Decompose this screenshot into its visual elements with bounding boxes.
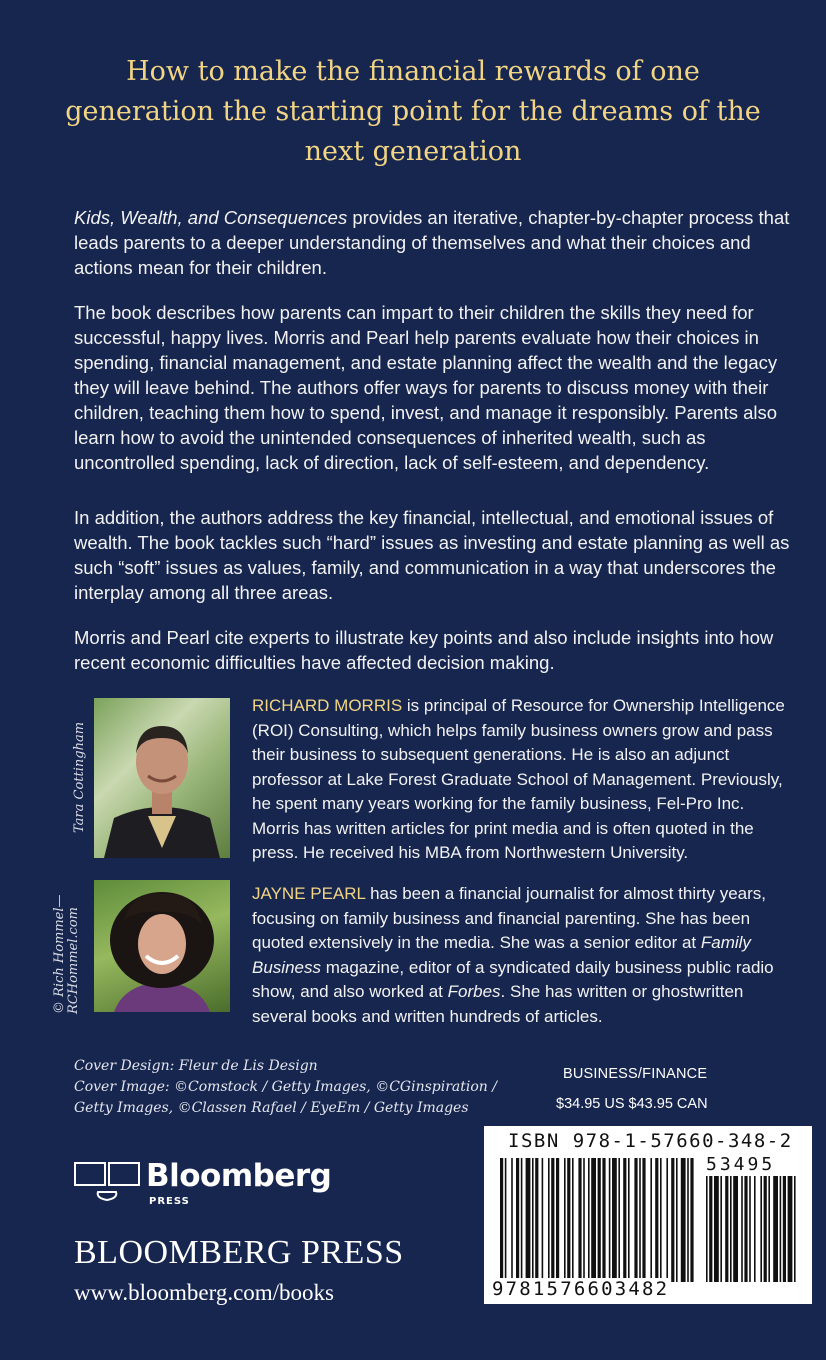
barcode-bars bbox=[500, 1158, 800, 1282]
barcode-bar bbox=[650, 1158, 652, 1282]
barcode-bar bbox=[730, 1176, 732, 1282]
barcode-bar bbox=[609, 1158, 611, 1282]
description-paragraph-1 bbox=[74, 205, 790, 280]
paragraph-1-text: provides an iterative, chapter-by-chapter process that leads parents to a deeper understanding of themselves and what their choices and actions mean for their children. bbox=[74, 207, 790, 278]
barcode-bar bbox=[578, 1158, 581, 1282]
author-photo-pearl bbox=[94, 880, 230, 1012]
isbn-barcode bbox=[484, 1126, 812, 1304]
barcode-bar bbox=[564, 1158, 566, 1282]
barcode-bar bbox=[588, 1158, 590, 1282]
barcode-bar bbox=[773, 1176, 778, 1282]
author-bio-pearl bbox=[252, 882, 786, 1029]
barcode-bar bbox=[516, 1158, 519, 1282]
barcode-bar bbox=[634, 1158, 637, 1282]
ean-number: 9781576603482 bbox=[492, 1278, 670, 1300]
barcode-bar bbox=[764, 1176, 767, 1282]
logo-subtitle: PRESS bbox=[149, 1196, 190, 1207]
barcode-bar bbox=[666, 1158, 668, 1282]
barcode-bar bbox=[760, 1176, 762, 1282]
barcode-bar bbox=[583, 1158, 585, 1282]
description-paragraph-3 bbox=[74, 505, 790, 605]
price-label: $34.95 US $43.95 CAN bbox=[556, 1096, 708, 1112]
logo-wordmark: Bloomberg bbox=[146, 1158, 332, 1194]
barcode-bar bbox=[690, 1158, 693, 1282]
barcode-bar bbox=[602, 1158, 605, 1282]
portrait-illustration-morris bbox=[94, 698, 230, 858]
barcode-bar bbox=[733, 1176, 738, 1282]
description-paragraph-2 bbox=[74, 300, 790, 475]
barcode-bar bbox=[709, 1176, 712, 1282]
barcode-bar bbox=[714, 1176, 719, 1282]
author-name-pearl: JAYNE PEARL bbox=[252, 884, 366, 903]
description-paragraph-4 bbox=[74, 625, 790, 675]
paragraph-4-text: Morris and Pearl cite experts to illustrate key points and also include insights into how recent economic difficulties have affected decision making. bbox=[74, 627, 774, 673]
author-bio-morris bbox=[252, 694, 786, 866]
barcode-bar bbox=[548, 1158, 550, 1282]
author-photo-morris bbox=[94, 698, 230, 858]
price-code: 53495 bbox=[706, 1154, 776, 1175]
barcode-bar bbox=[754, 1176, 756, 1282]
barcode-bar bbox=[535, 1158, 538, 1282]
barcode-bar bbox=[511, 1158, 513, 1282]
barcode-bar bbox=[542, 1158, 544, 1282]
barcode-bar bbox=[788, 1176, 793, 1282]
barcode-bar bbox=[521, 1158, 523, 1282]
barcode-bar bbox=[676, 1158, 678, 1282]
barcode-bar bbox=[783, 1176, 786, 1282]
portrait-illustration-pearl bbox=[94, 880, 230, 1012]
barcode-bar bbox=[794, 1176, 796, 1282]
monitor-icon bbox=[74, 1162, 140, 1202]
barcode-bar bbox=[749, 1176, 751, 1282]
barcode-bar bbox=[720, 1176, 722, 1282]
paragraph-2-text: The book describes how parents can impart to their children the skills they need for successful, happy lives. Morris and Pearl help parents evaluate how their choices in spending, financial management, and estate planning affect the wealth and the legacy they will leave behind. The authors offer ways for parents to discuss money with their children, teaching them how to spend, invest, and manage it responsibly. Parents also learn how to avoid the unintended consequences of inherited wealth, such as uncontrolled spending, lack of direction, lack of self-esteem, and dependency. bbox=[74, 302, 778, 473]
barcode-bar bbox=[642, 1158, 645, 1282]
cover-image-credit-line2: Getty Images, ©Classen Rafael / EyeEm / Getty Images bbox=[74, 1100, 469, 1116]
publisher-name: BLOOMBERG PRESS bbox=[74, 1234, 404, 1271]
barcode-bar bbox=[618, 1158, 620, 1282]
barcode-bar bbox=[551, 1158, 554, 1282]
barcode-bar bbox=[639, 1158, 641, 1282]
category-label: BUSINESS/FINANCE bbox=[563, 1066, 708, 1082]
paragraph-3-text: In addition, the authors address the key financial, intellectual, and emotional issues of wealth. The book tackles such “hard” issues as investing and estate planning as well as such “soft” issues as values, family, and communication in a way that underscores the interplay among all three areas. bbox=[74, 507, 790, 603]
barcode-bar bbox=[567, 1158, 570, 1282]
barcode-bar bbox=[768, 1176, 770, 1282]
barcode-bar bbox=[655, 1158, 658, 1282]
barcode-bar bbox=[556, 1158, 559, 1282]
barcode-bar bbox=[744, 1176, 747, 1282]
cover-image-credit-line1: Cover Image: ©Comstock / Getty Images, ©CGinspiration / bbox=[74, 1079, 497, 1095]
barcode-bar bbox=[725, 1176, 728, 1282]
author-bio-text-pearl-c: . She has written or ghostwritten several books and written hundreds of articles. bbox=[252, 982, 744, 1026]
author-bio-text-morris: is principal of Resource for Ownership Intelligence (ROI) Consulting, which helps family business owners grow and pass their business to subsequent generations. He is also an adjunct professor at Lake Forest Graduate School of Management. Previously, he spent many years working for the family business, Fel-Pro Inc. Morris has written articles for print media and is often quoted in the press. He received his MBA from Northwestern University. bbox=[252, 696, 785, 862]
book-title: Kids, Wealth, and Consequences bbox=[74, 207, 348, 228]
forbes-title: Forbes bbox=[447, 982, 501, 1001]
barcode-bar bbox=[780, 1176, 782, 1282]
photo-credit-pearl-line2: RCHommel.com bbox=[66, 907, 81, 1014]
cover-credits bbox=[74, 1056, 544, 1119]
barcode-bar bbox=[660, 1158, 662, 1282]
author-bio-text-pearl-a: has been a financial journalist for almost thirty years, focusing on family business and financial parenting. She has been quoted extensively in the media. She was a senior editor at bbox=[252, 884, 767, 952]
barcode-bar bbox=[706, 1176, 708, 1282]
barcode-bar bbox=[671, 1158, 674, 1282]
barcode-bar bbox=[598, 1158, 601, 1282]
barcode-bar bbox=[623, 1158, 626, 1282]
barcode-bar bbox=[628, 1158, 630, 1282]
barcode-bar bbox=[532, 1158, 534, 1282]
headline: How to make the financial rewards of one generation the starting point for the dreams of the next generation bbox=[65, 56, 761, 167]
barcode-bar bbox=[505, 1158, 507, 1282]
barcode-bar bbox=[572, 1158, 574, 1282]
publisher-url: www.bloomberg.com/books bbox=[74, 1280, 335, 1305]
barcode-bar bbox=[612, 1158, 617, 1282]
photo-credit-pearl-line1: © Rich Hommel— bbox=[52, 894, 67, 1014]
barcode-bar bbox=[591, 1158, 596, 1282]
barcode-bar bbox=[681, 1158, 686, 1282]
isbn-number: ISBN 978-1-57660-348-2 bbox=[508, 1130, 793, 1152]
barcode-bar bbox=[500, 1158, 503, 1282]
author-name-morris: RICHARD MORRIS bbox=[252, 696, 403, 715]
barcode-bar bbox=[687, 1158, 689, 1282]
magazine-title: Family Business bbox=[252, 933, 751, 977]
barcode-bar bbox=[526, 1158, 531, 1282]
cover-design-credit: Cover Design: Fleur de Lis Design bbox=[74, 1058, 318, 1074]
barcode-bar bbox=[741, 1176, 743, 1282]
author-bio-text-pearl-b: magazine, editor of a syndicated daily business public radio show, and also worked at bbox=[252, 957, 774, 1001]
photo-credit-morris: Tara Cottingham bbox=[72, 721, 87, 833]
